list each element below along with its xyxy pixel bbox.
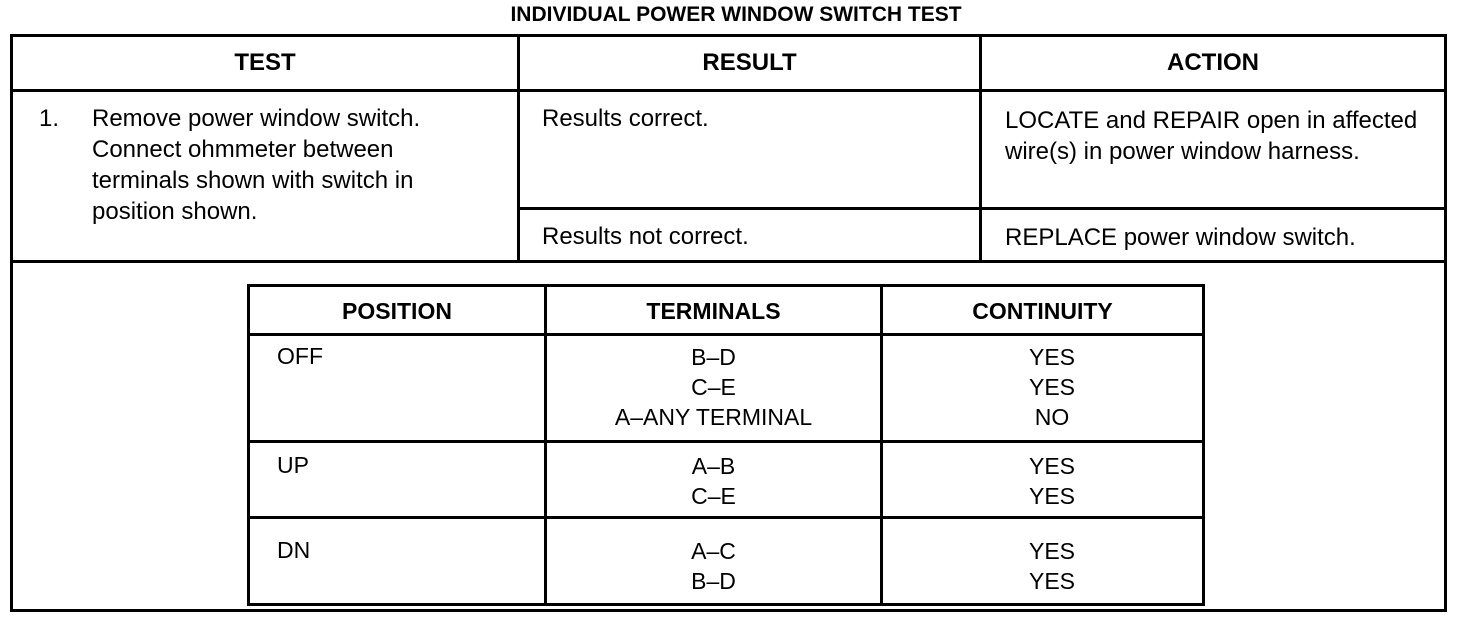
header-test: TEST	[234, 49, 296, 76]
continuity-up	[883, 451, 1221, 511]
page-title: INDIVIDUAL POWER WINDOW SWITCH TEST	[510, 3, 962, 26]
terminals-up	[547, 451, 880, 511]
header-continuity: CONTINUITY	[972, 298, 1113, 324]
terminals-off	[547, 342, 880, 432]
terminal-pair: A–C	[691, 538, 736, 564]
terminal-pair: B–D	[691, 344, 736, 370]
header-action: ACTION	[1167, 49, 1259, 76]
continuity-off	[883, 342, 1221, 432]
continuity-value: YES	[1028, 344, 1076, 370]
terminal-pair: C–E	[691, 483, 736, 509]
result-correct: Results correct.	[542, 105, 709, 132]
continuity-value: YES	[1028, 568, 1076, 594]
continuity-value: YES	[1028, 538, 1076, 564]
position-dn: DN	[277, 537, 311, 563]
continuity-row-divider-2	[250, 516, 1202, 519]
continuity-value: YES	[1028, 453, 1076, 479]
test-instruction: Remove power window switch. Connect ohmmeter between terminals shown with switch in position shown.	[92, 105, 421, 225]
terminal-pair: A–B	[691, 453, 736, 479]
header-position: POSITION	[342, 298, 452, 324]
continuity-value: NO	[1034, 404, 1070, 430]
header-terminals: TERMINALS	[646, 298, 781, 324]
result-row-divider	[517, 207, 1444, 210]
continuity-value: YES	[1028, 374, 1076, 400]
terminal-pair: B–D	[691, 568, 736, 594]
terminals-dn	[547, 536, 880, 596]
result-not-correct: Results not correct.	[542, 223, 749, 250]
position-up: UP	[277, 452, 309, 478]
terminal-pair: C–E	[691, 374, 736, 400]
action-locate-repair: LOCATE and REPAIR open in affected wire(s) in power window harness.	[1005, 107, 1418, 165]
header-result: RESULT	[702, 49, 797, 76]
continuity-value: YES	[1028, 483, 1076, 509]
continuity-dn	[883, 536, 1221, 596]
terminal-pair: A–ANY TERMINAL	[614, 404, 813, 430]
section-divider	[13, 260, 1444, 263]
header-divider	[13, 89, 1444, 92]
continuity-row-divider-1	[250, 440, 1202, 443]
step-number: 1.	[39, 105, 60, 132]
continuity-table	[247, 284, 1205, 606]
action-replace-switch: REPLACE power window switch.	[1005, 224, 1356, 251]
position-off: OFF	[277, 343, 323, 369]
